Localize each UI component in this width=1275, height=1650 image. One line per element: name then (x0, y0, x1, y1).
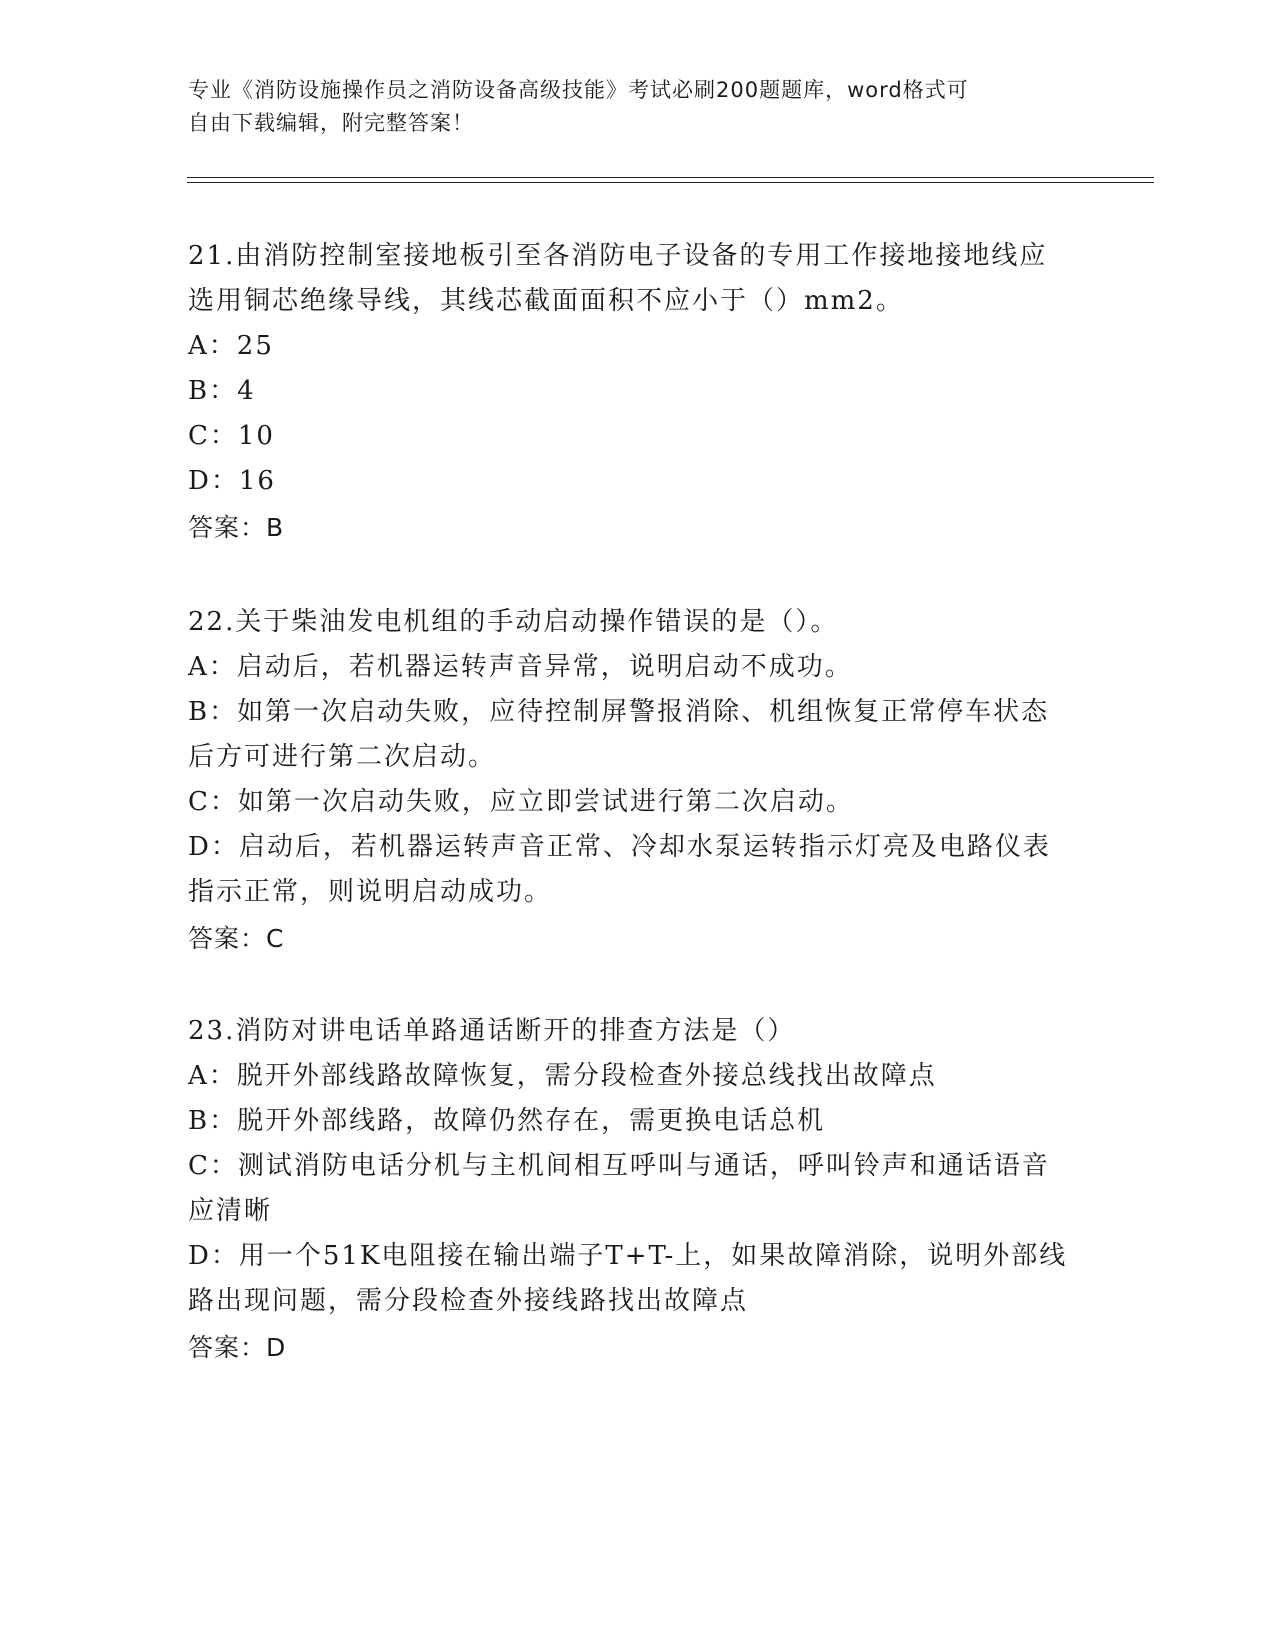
question-23-option-c-line-2: 应清晰 (188, 1196, 273, 1226)
question-21-option-b: B：4 (188, 376, 256, 406)
question-23-option-d-line-1: D：用一个51K电阻接在输出端子T+T-上，如果故障消除，说明外部线 (188, 1241, 1068, 1271)
question-22-option-b-line-2: 后方可进行第二次启动。 (188, 742, 497, 772)
question-21-answer: 答案：B (188, 513, 285, 542)
question-22-answer: 答案：C (188, 924, 285, 953)
question-22-option-d-line-1: D：启动后，若机器运转声音正常、冷却水泵运转指示灯亮及电路仪表 (188, 832, 1051, 862)
question-21-stem-line-2: 选用铜芯绝缘导线，其线芯截面面积不应小于（）mm2。 (188, 286, 904, 316)
question-23-option-c-line-1: C：测试消防电话分机与主机间相互呼叫与通话，呼叫铃声和通话语音 (188, 1151, 1050, 1181)
question-21-option-c: C：10 (188, 421, 275, 451)
header-line-2: 自由下载编辑，附完整答案！ (188, 111, 474, 135)
question-22-option-b-line-1: B：如第一次启动失败，应待控制屏警报消除、机组恢复正常停车状态 (188, 697, 1050, 727)
question-21-option-d: D：16 (188, 466, 276, 496)
question-23-answer: 答案：D (188, 1333, 287, 1362)
question-23-option-b: B：脱开外部线路，故障仍然存在，需更换电话总机 (188, 1106, 826, 1136)
question-23-stem: 23.消防对讲电话单路通话断开的排查方法是（） (188, 1016, 796, 1046)
header-line-1: 专业《消防设施操作员之消防设备高级技能》考试必刷200题题库，word格式可 (188, 78, 969, 102)
question-21-stem-line-1: 21.由消防控制室接地板引至各消防电子设备的专用工作接地接地线应 (188, 241, 1048, 271)
question-22-option-c: C：如第一次启动失败，应立即尝试进行第二次启动。 (188, 787, 854, 817)
question-23-option-d-line-2: 路出现问题，需分段检查外接线路找出故障点 (188, 1286, 749, 1316)
header-rule-bottom (187, 182, 1154, 183)
question-22-option-d-line-2: 指示正常，则说明启动成功。 (188, 877, 553, 907)
header-rule-top (187, 177, 1154, 178)
question-22-option-a: A：启动后，若机器运转声音异常，说明启动不成功。 (188, 652, 853, 682)
question-21-option-a: A：25 (188, 331, 274, 361)
question-22-stem: 22.关于柴油发电机组的手动启动操作错误的是（）。 (188, 607, 839, 637)
question-22 (188, 600, 1088, 961)
question-23-option-a: A：脱开外部线路故障恢复，需分段检查外接总线找出故障点 (188, 1061, 937, 1091)
question-23 (188, 1009, 1088, 1370)
question-21 (188, 234, 1088, 550)
document-header (188, 74, 1068, 140)
